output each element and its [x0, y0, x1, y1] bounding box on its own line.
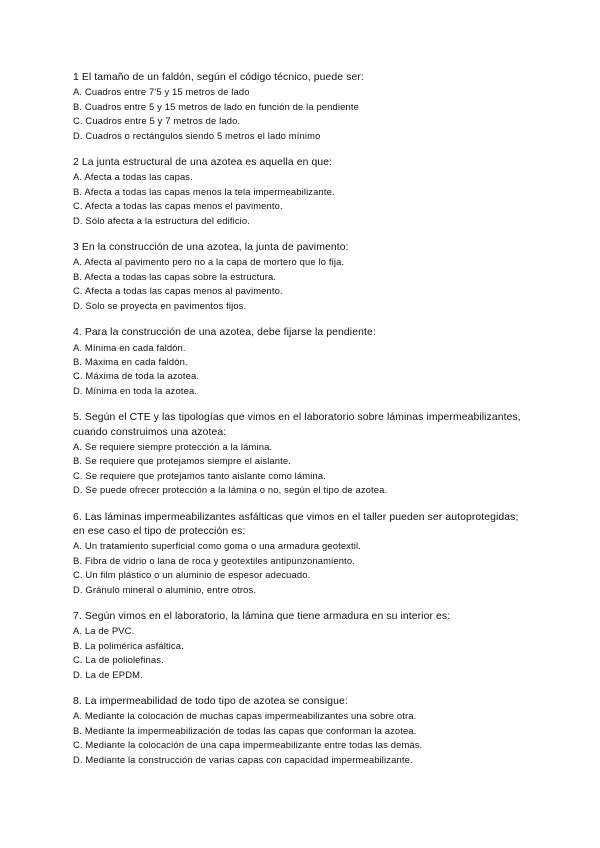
answer-options [73, 539, 533, 597]
question-text: 8. La impermeabilidad de todo tipo de azotea se consigue: [73, 696, 348, 708]
answer-options [73, 709, 533, 767]
option-a: A. Mínima en cada faldón. [73, 341, 186, 353]
question-text: 3 En la construcción de una azotea, la junta de pavimento: [73, 242, 349, 254]
option-b: B. Se requiere que protejamos siempre el aislante. [73, 455, 292, 467]
question-3 [73, 241, 533, 313]
option-c: C. Afecta a todas las capas menos al pavimento. [73, 285, 283, 297]
option-a: A. Se requiere siempre protección a la lámina. [73, 440, 273, 452]
answer-options [73, 170, 533, 228]
option-c: C. Cuadros entre 5 y 7 metros de lado. [73, 115, 241, 127]
question-text: 2 La junta estructural de una azotea es aquella en que: [73, 157, 333, 169]
question-text: 6. Las láminas impermeabilizantes asfálticas que vimos en el taller pueden ser autoprotegidas; en ese caso el tipo de protección es: [73, 511, 519, 537]
option-b: B. Mediante la impermeabilización de todas las capas que conforman la azotea. [73, 724, 417, 736]
document-page [73, 71, 533, 780]
option-b: B. Fibra de vidrio o lana de roca y geotextiles antipunzonamiento. [73, 554, 355, 566]
answer-options [73, 624, 533, 682]
answer-options [73, 85, 533, 143]
option-d: D. Solo se proyecta en pavimentos fijos. [73, 299, 247, 311]
question-6 [73, 511, 533, 597]
answer-options [73, 440, 533, 498]
option-b: B. La polimérica asfáltica. [73, 639, 184, 651]
option-b: B. Afecta a todas las capas menos la tela impermeabilizante. [73, 185, 335, 197]
question-text: 1 El tamaño de un faldón, según el código técnico, puede ser: [73, 72, 364, 83]
option-d: D. Gránulo mineral o aluminio, entre otros. [73, 583, 257, 595]
question-5 [73, 411, 533, 497]
option-a: A. Afecta a todas las capas. [73, 171, 193, 183]
option-c: C. Afecta a todas las capas menos el pavimento. [73, 200, 283, 212]
option-d: D. Cuadros o rectángulos siendo 5 metros el lado mínimo [73, 129, 321, 141]
option-b: B. Cuadros entre 5 y 15 metros de lado en función de la pendiente [73, 100, 359, 112]
option-d: D. Mínima en toda la azotea. [73, 384, 198, 396]
option-a: A. Cuadros entre 7'5 y 15 metros de lado [73, 86, 250, 98]
option-d: D. La de EPDM. [73, 668, 143, 680]
option-c: C. Máxima de toda la azotea. [73, 370, 200, 382]
option-c: C. La de poliolefinas. [73, 654, 164, 666]
question-7 [73, 610, 533, 682]
question-text: 4. Para la construcción de una azotea, debe fijarse la pendiente: [73, 327, 376, 339]
question-text: 5. Según el CTE y las tipologías que vimos en el laboratorio sobre láminas impermeabilizantes, cuando construimos una azotea: [73, 412, 521, 438]
answer-options [73, 255, 533, 313]
option-b: B. Máxima en cada faldón. [73, 355, 188, 367]
option-b: B. Afecta a todas las capas sobre la estructura. [73, 270, 277, 282]
question-1 [73, 71, 533, 143]
option-a: A. La de PVC. [73, 625, 135, 637]
option-a: A. Un tratamiento superficial como goma o una armadura geotextil. [73, 540, 362, 552]
answer-options [73, 341, 533, 399]
question-text: 7. Según vimos en el laboratorio, la lámina que tiene armadura en su interior es: [73, 611, 451, 622]
option-d: D. Mediante la construcción de varias capas con capacidad impermeabilizante. [73, 753, 413, 765]
question-8 [73, 695, 533, 767]
option-d: D. Sólo afecta a la estructura del edificio. [73, 214, 251, 226]
option-a: A. Mediante la colocación de muchas capas impermeabilizantes una sobre otra. [73, 710, 417, 722]
option-c: C. Mediante la colocación de una capa impermeabilizante entre todas las demás. [73, 739, 423, 751]
option-a: A. Afecta al pavimento pero no a la capa de mortero que lo fija. [73, 256, 345, 268]
option-d: D. Se puede ofrecer protección a la lámina o no, según el tipo de azotea. [73, 484, 388, 496]
option-c: C. Se requiere que protejamos tanto aislante como lámina. [73, 469, 326, 481]
question-4 [73, 326, 533, 398]
option-c: C. Un film plástico o un aluminio de espesor adecuado. [73, 569, 311, 581]
question-2 [73, 156, 533, 228]
